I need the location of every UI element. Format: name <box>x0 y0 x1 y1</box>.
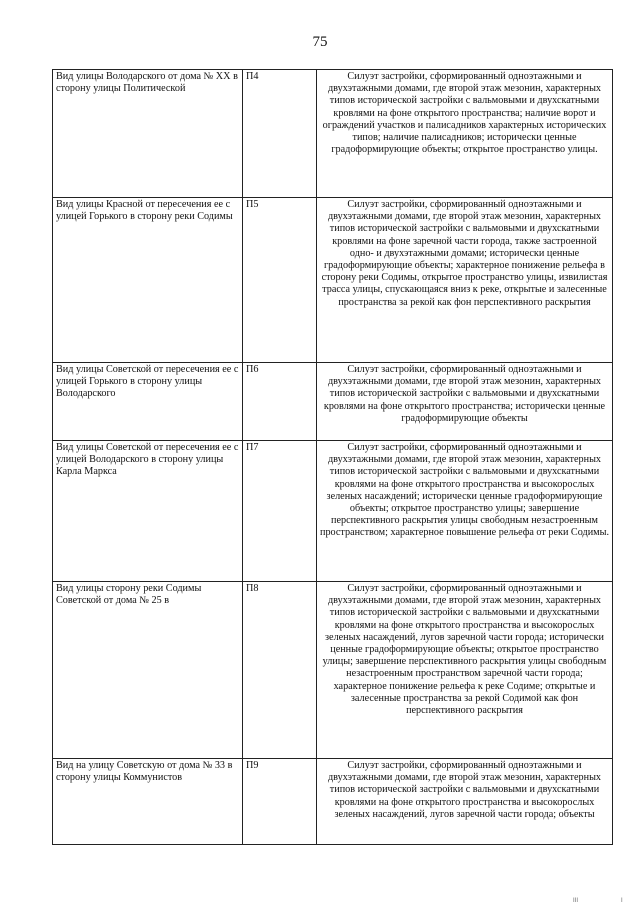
table-row <box>53 441 613 582</box>
view-name-cell: Вид улицы Советской от пересечения ее с улицей Володарского в сторону улицы Карла Маркса <box>53 441 243 582</box>
view-description-cell: Силуэт застройки, сформированный одноэтажными и двухэтажными домами, где второй этаж мезонин, характерных типов исторической застройки с вальмовыми и двухскатными кровлями на фоне открытого пространства и высокорослых зеленых насаждений, лугов заречной части города; объекты <box>317 759 613 845</box>
view-name-cell: Вид на улицу Советскую от дома № 33 в сторону улицы Коммунистов <box>53 759 243 845</box>
view-name-cell: Вид улицы Володарского от дома № XX в сторону улицы Политической <box>53 70 243 198</box>
table-row <box>53 198 613 363</box>
view-description-cell: Силуэт застройки, сформированный одноэтажными и двухэтажными домами, где второй этаж мезонин, характерных типов исторической застройки с вальмовыми и двухскатными кровлями на фоне открытого пространства и высокорослых зеленых насаждений, лугов заречной части города; исторически ценные градоформирующие объекты; открытое пространство улицы; завершение перспективного раскрытия улицы свободным незастроенным пространством заречной части города; характерное понижение рельефа к реке Содиме; открытые и залесенные пространства за рекой Содимой как фон перспективного раскрытия <box>317 582 613 759</box>
table-row <box>53 759 613 845</box>
view-code-cell: П9 <box>243 759 317 845</box>
footer-mark: III <box>573 898 579 904</box>
table-row <box>53 582 613 759</box>
view-code-cell: П5 <box>243 198 317 363</box>
footer-mark: I <box>621 898 623 904</box>
page-number: 75 <box>312 34 328 50</box>
view-code-cell: П4 <box>243 70 317 198</box>
protected-views-table <box>52 69 613 845</box>
view-description-cell: Силуэт застройки, сформированный одноэтажными и двухэтажными домами, где второй этаж мезонин, характерных типов исторической застройки с вальмовыми и двухскатными кровлями на фоне заречной части города, также застроенной одно- и двухэтажными домами; исторически ценные градоформирующие объекты; характерное понижение рельефа в сторону реки Содимы, открытое пространство улицы, извилистая трасса улицы, спускающаяся вниз к реке, открытые и залесенные пространства за рекой как фон перспективного раскрытия <box>317 198 613 363</box>
view-name-cell: Вид улицы Советской от пересечения ее с улицей Горького в сторону улицы Володарского <box>53 363 243 441</box>
table-row <box>53 363 613 441</box>
view-description-cell: Силуэт застройки, сформированный одноэтажными и двухэтажными домами, где второй этаж мезонин, характерных типов исторической застройки с вальмовыми и двухскатными кровлями на фоне открытого пространства; исторически ценные градоформирующие объекты <box>317 363 613 441</box>
view-description-cell: Силуэт застройки, сформированный одноэтажными и двухэтажными домами, где второй этаж мезонин, характерных типов исторической застройки с вальмовыми и двухскатными кровлями на фоне открытого пространства и высокорослых зеленых насаждений; исторически ценные градоформирующие объекты; открытое пространство улицы; завершение перспективного раскрытия улицы свободным незастроенным пространством; характерное повышение рельефа от реки Содимы. <box>317 441 613 582</box>
view-code-cell: П8 <box>243 582 317 759</box>
view-name-cell: Вид улицы Красной от пересечения ее с улицей Горького в сторону реки Содимы <box>53 198 243 363</box>
table-row <box>53 70 613 198</box>
view-description-cell: Силуэт застройки, сформированный одноэтажными и двухэтажными домами, где второй этаж мезонин, характерных типов исторической застройки с вальмовыми и двухскатными кровлями на фоне открытого пространства; наличие ворот и ограждений участков и палисадников характерных исторических типов; наличие палисадников; исторически ценные градоформирующие объекты; открытое пространство улицы. <box>317 70 613 198</box>
view-code-cell: П7 <box>243 441 317 582</box>
view-name-cell: Вид улицы сторону реки Содимы Советской от дома № 25 в <box>53 582 243 759</box>
view-code-cell: П6 <box>243 363 317 441</box>
